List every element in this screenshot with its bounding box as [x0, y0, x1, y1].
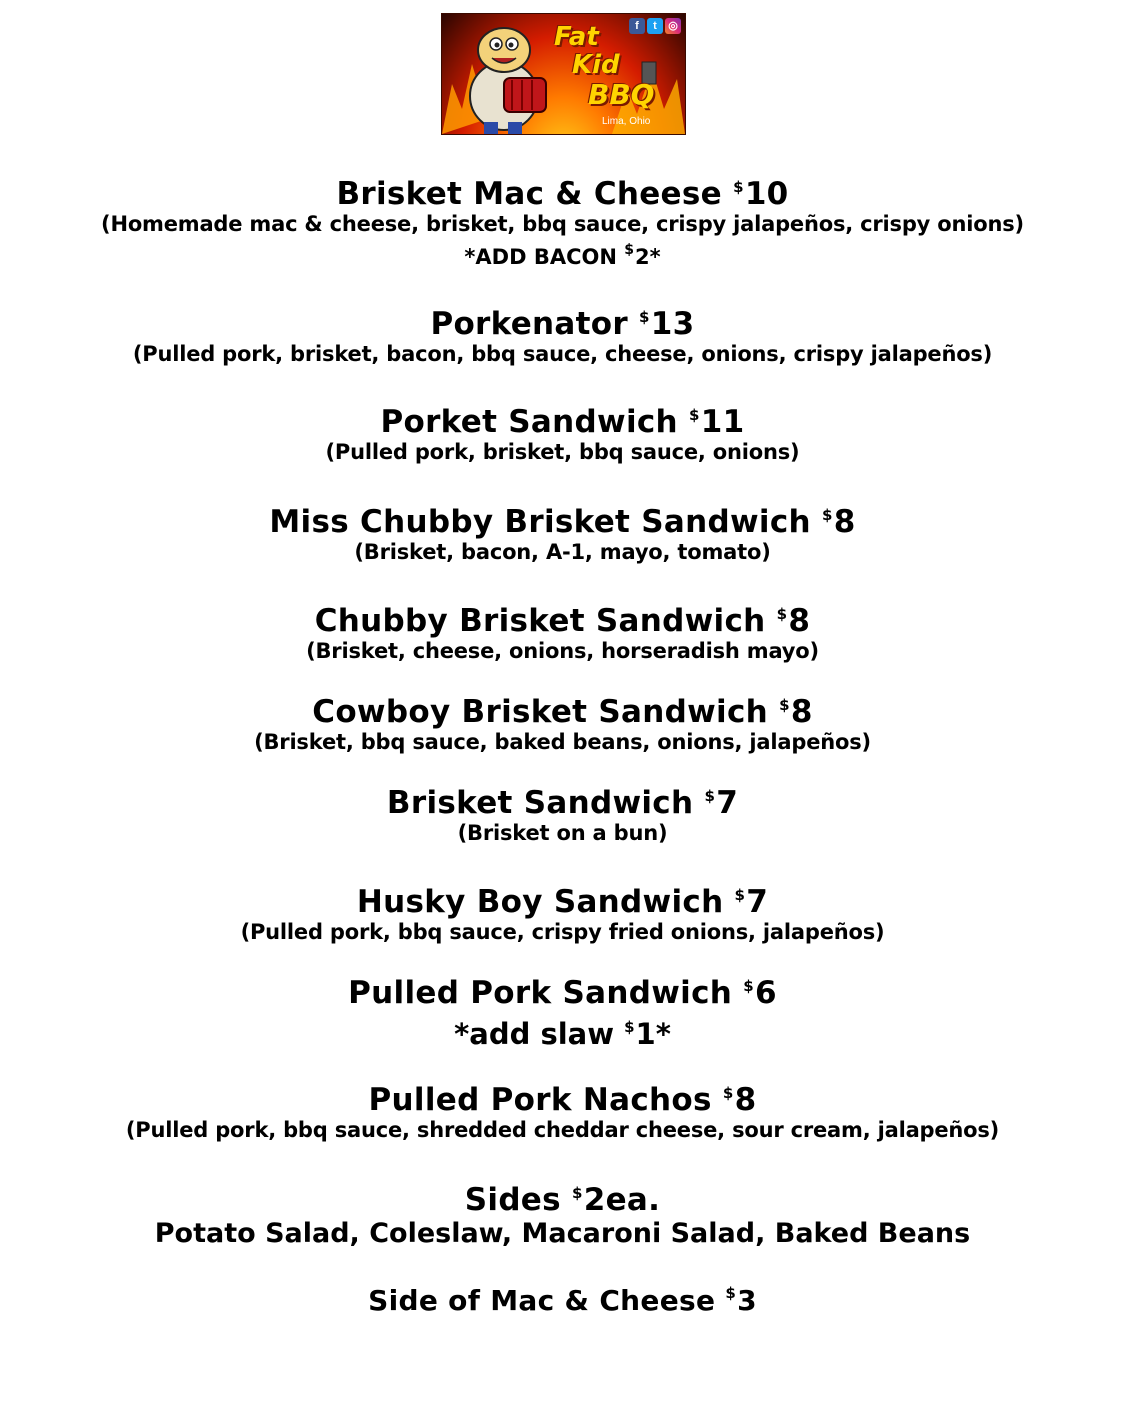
instagram-icon[interactable]: ◎	[665, 18, 681, 34]
item-name: Porkenator	[430, 306, 628, 342]
currency-symbol: $	[639, 308, 650, 326]
menu-item-chubby-brisket-sandwich	[0, 597, 1125, 664]
item-name: Chubby Brisket Sandwich	[314, 603, 766, 639]
item-addon	[0, 1010, 1125, 1051]
menu-item-pulled-pork-nachos	[0, 1076, 1125, 1143]
currency-symbol: $	[722, 1084, 734, 1102]
item-title	[0, 688, 1125, 729]
item-title	[0, 498, 1125, 539]
item-title	[0, 1076, 1125, 1117]
currency-symbol: $	[743, 977, 754, 995]
item-price: 10	[744, 176, 789, 212]
item-name: Husky Boy Sandwich	[356, 884, 724, 920]
item-title	[0, 779, 1125, 820]
item-title	[0, 300, 1125, 341]
item-price: 8	[734, 1082, 757, 1118]
logo-location: Lima, Ohio	[602, 116, 651, 127]
item-title	[0, 878, 1125, 919]
item-description: (Brisket, bacon, A-1, mayo, tomato)	[354, 540, 771, 564]
item-name: Cowboy Brisket Sandwich	[312, 694, 768, 730]
menu-item-side-of-mac-and-cheese	[0, 1276, 1125, 1318]
item-title	[0, 1176, 1125, 1217]
currency-symbol: $	[704, 787, 716, 805]
item-price: 3	[737, 1284, 757, 1317]
item-description: (Pulled pork, brisket, bacon, bbq sauce, cheese, onions, crispy jalapeños)	[132, 342, 993, 366]
facebook-icon[interactable]: f	[629, 18, 645, 34]
currency-symbol: $	[725, 1284, 737, 1302]
item-description: (Pulled pork, bbq sauce, shredded cheddar cheese, sour cream, jalapeños)	[125, 1118, 1000, 1142]
item-price: 7	[746, 884, 769, 920]
item-title	[0, 398, 1125, 439]
addon-price: 2*	[634, 245, 661, 269]
menu-item-miss-chubby-brisket-sandwich	[0, 498, 1125, 565]
currency-symbol: $	[779, 696, 790, 714]
menu-item-pulled-pork-sandwich	[0, 969, 1125, 1051]
addon-label: *add slaw	[454, 1017, 625, 1051]
item-name: Brisket Sandwich	[386, 785, 694, 821]
menu-item-brisket-mac-and-cheese	[0, 170, 1125, 270]
menu-item-brisket-sandwich	[0, 779, 1125, 846]
item-price: 13	[650, 306, 695, 342]
item-description: (Brisket, bbq sauce, baked beans, onions, jalapeños)	[254, 730, 871, 754]
logo-word-kid: Kid	[572, 50, 620, 80]
item-price: 2ea.	[583, 1182, 661, 1218]
logo-word-bbq: BBQ	[588, 78, 655, 111]
item-price: 8	[833, 504, 856, 540]
item-title	[0, 597, 1125, 638]
logo-word-fat: Fat	[554, 22, 599, 52]
addon-price: 1*	[635, 1017, 671, 1051]
item-name: Pulled Pork Sandwich	[348, 975, 733, 1011]
sides-list: Potato Salad, Coleslaw, Macaroni Salad, Baked Beans	[154, 1218, 971, 1249]
item-description: (Pulled pork, brisket, bbq sauce, onions)	[325, 440, 800, 464]
addon-currency: $	[624, 242, 634, 258]
menu-item-porket-sandwich	[0, 398, 1125, 465]
item-description: (Pulled pork, bbq sauce, crispy fried onions, jalapeños)	[240, 920, 885, 944]
item-price: 8	[788, 603, 811, 639]
currency-symbol: $	[821, 506, 833, 524]
addon-currency: $	[624, 1018, 635, 1036]
menu-item-porkenator	[0, 300, 1125, 367]
twitter-icon[interactable]: t	[647, 18, 663, 34]
item-title	[0, 170, 1125, 211]
currency-symbol: $	[571, 1184, 583, 1202]
addon-label: *ADD BACON	[464, 245, 625, 269]
item-price: 6	[754, 975, 777, 1011]
currency-symbol: $	[734, 886, 746, 904]
currency-symbol: $	[733, 178, 744, 196]
item-price: 8	[790, 694, 813, 730]
item-name: Brisket Mac & Cheese	[336, 176, 722, 212]
menu-item-sides	[0, 1176, 1125, 1251]
menu-item-husky-boy-sandwich	[0, 878, 1125, 945]
fat-kid-bbq-logo	[441, 13, 686, 135]
currency-symbol: $	[689, 406, 700, 424]
item-description: (Brisket, cheese, onions, horseradish mayo)	[306, 639, 819, 663]
item-name: Porket Sandwich	[380, 404, 678, 440]
item-addon	[0, 237, 1125, 270]
item-description: (Homemade mac & cheese, brisket, bbq sauce, crispy jalapeños, crispy onions)	[101, 212, 1024, 236]
item-name: Pulled Pork Nachos	[368, 1082, 712, 1118]
item-price: 7	[716, 785, 739, 821]
item-name: Sides	[464, 1182, 561, 1218]
item-title	[0, 1276, 1125, 1318]
item-price: 11	[700, 404, 745, 440]
menu-item-cowboy-brisket-sandwich	[0, 688, 1125, 755]
item-name: Miss Chubby Brisket Sandwich	[269, 504, 811, 540]
item-name: Side of Mac & Cheese	[368, 1284, 716, 1317]
currency-symbol: $	[776, 605, 788, 623]
item-title	[0, 969, 1125, 1010]
item-description: (Brisket on a bun)	[457, 821, 668, 845]
